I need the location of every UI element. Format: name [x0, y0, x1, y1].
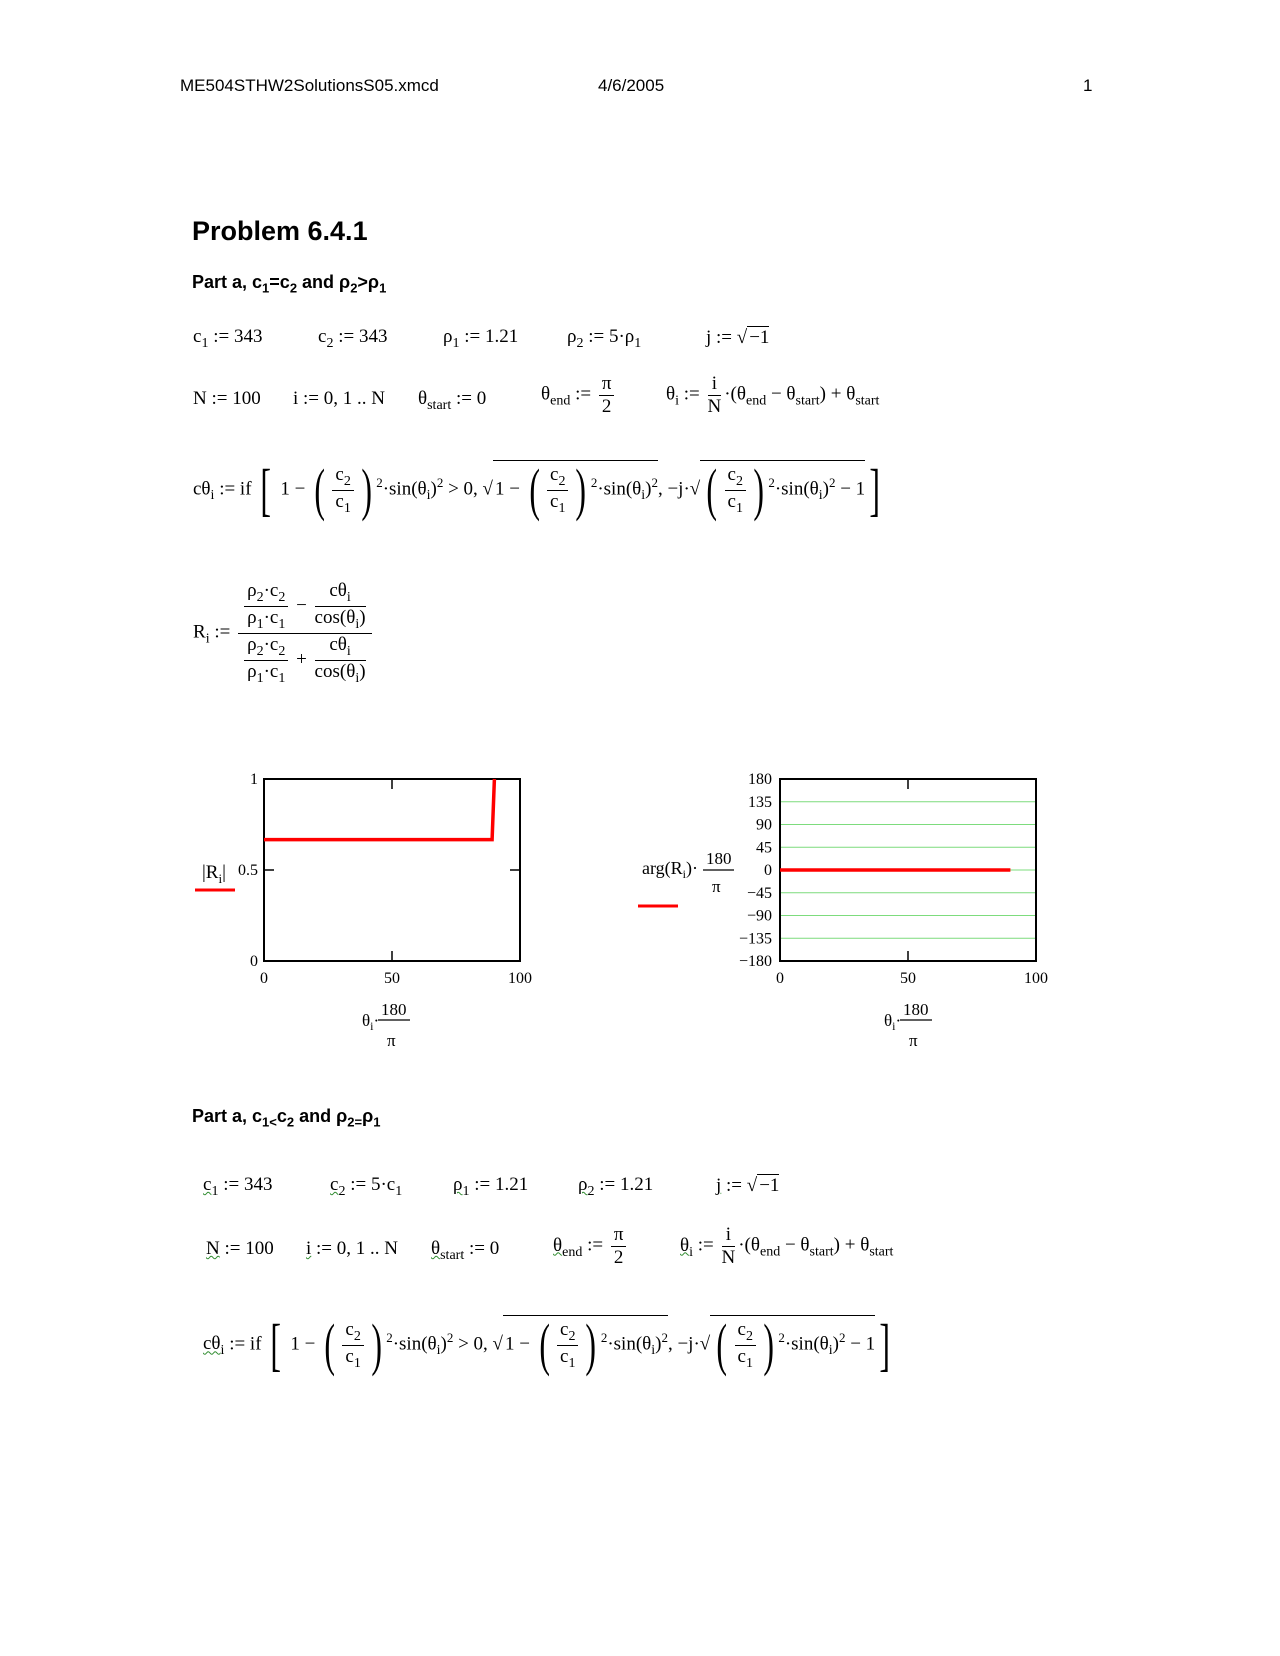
theta-start-redefinition: $\theta_{start}$ := 0 [431, 1238, 500, 1263]
magnitude-series-line [264, 779, 494, 840]
c2-redefinition: $c_2$ := $5\cdot c_1$ [330, 1174, 403, 1199]
c-theta-redefinition: $c\theta_i$ := if [ 1 − ( $\frac{c_2}{c_1}$ ) $^2\cdot\sin(\theta_i)^2 > 0$, √ 1 − ( $\frac{c_2}{c_1}$ ) $^2\cdot\sin(\theta_i)^2$, −j·√ ( $\frac{c_2}{c_1}$ ) $^2\cdot\sin(\theta_i)^2 - 1$] [203, 1312, 891, 1377]
c1-redefinition: $c_1$ := 343 [203, 1174, 273, 1199]
phase-y-tick-label: 135 [748, 793, 772, 811]
magnitude-x-tick-label: 0 [260, 970, 268, 987]
phase-y-tick-label: 180 [748, 771, 772, 788]
magnitude-x-tick-label: 100 [508, 970, 532, 987]
c2-definition: $c_2$ := 343 [318, 326, 388, 351]
N-definition: N := 100 [193, 388, 261, 409]
header-filename: ME504STHW2SolutionsS05.xmcd [180, 76, 439, 95]
rho2-definition: $\rho_2$ := $5\cdot\rho_1$ [567, 326, 642, 351]
phase-y-tick-label: −90 [746, 907, 772, 925]
magnitude-plot [190, 770, 550, 1070]
header-page-number: 1 [1083, 76, 1093, 95]
header-date: 4/6/2005 [598, 76, 665, 95]
phase-plot [630, 770, 1070, 1070]
phase-y-tick-label: −180 [738, 953, 772, 970]
magnitude-y-tick-label: 0.5 [238, 862, 258, 879]
N-redefinition: N := 100 [206, 1238, 274, 1259]
theta-end-redefinition: $\theta_{end}$ := $\frac{\pi}{2}$ [553, 1224, 629, 1269]
phase-y-tick-label: −45 [746, 884, 772, 902]
theta-i-definition: $\theta_i$ := $\frac{i}{N}$ $\cdot(\theta_{end} - \theta_{start}) + \theta_{start}$ [666, 373, 880, 417]
phase-y-label-den: π [712, 877, 721, 896]
part2-heading: Part a, $c_{1<}c_2$ and $\rho_{2=}\rho_1$ [192, 1106, 381, 1130]
phase-y-label: $arg(R_i)\cdot$ [642, 858, 699, 881]
theta-end-definition: $\theta_{end}$ := $\frac{\pi}{2}$ [541, 373, 617, 418]
i-range-redefinition: i := 0, 1 .. N [306, 1238, 399, 1259]
magnitude-x-label-den: π [387, 1031, 396, 1050]
magnitude-x-label-num: 180 [381, 1000, 407, 1019]
phase-y-tick-label: 0 [764, 862, 772, 879]
part1-heading: Part a, $c_1=c_2$ and $\rho_2>\rho_1$ [192, 272, 387, 296]
i-range-definition: i := 0, 1 .. N [293, 388, 386, 409]
phase-x-tick-label: 0 [776, 970, 784, 987]
j-redefinition: j := √ −1 [716, 1175, 780, 1196]
phase-x-label-den: π [909, 1031, 918, 1050]
phase-y-tick-label: −135 [738, 930, 772, 948]
phase-x-tick-label: 50 [900, 970, 916, 987]
theta-start-definition: $\theta_{start}$ := 0 [418, 388, 487, 413]
theta-i-redefinition: $\theta_i$ := $\frac{i}{N}$ $\cdot(\theta_{end} - \theta_{start}) + \theta_{start}$ [680, 1224, 894, 1268]
magnitude-x-tick-label: 50 [384, 970, 400, 987]
phase-x-label-num: 180 [903, 1000, 929, 1019]
j-definition: j := √ −1 [706, 327, 770, 348]
rho1-redefinition: $\rho_1$ := 1.21 [453, 1174, 529, 1199]
phase-x-tick-label: 100 [1024, 970, 1048, 987]
phase-y-tick-label: 90 [756, 816, 772, 834]
magnitude-y-tick-label: 0 [250, 953, 258, 970]
magnitude-plot-frame [264, 779, 520, 961]
problem-title: Problem 6.4.1 [192, 216, 368, 246]
phase-x-label-theta: $\theta_i\cdot$ [884, 1011, 902, 1033]
phase-y-tick-label: 45 [756, 839, 772, 857]
phase-y-label-num: 180 [706, 849, 732, 868]
rho2-redefinition: $\rho_2$ := 1.21 [578, 1174, 654, 1199]
rho1-definition: $\rho_1$ := 1.21 [443, 326, 519, 351]
magnitude-y-label: $|R_i|$ [202, 862, 226, 886]
reflection-coefficient-formula: $R_i$ := $\frac{\rho_2\cdot c_2}{\rho_1\cdot c_1}$ − $\frac{c\theta_i}{\cos(\theta_i)}$ $\frac{\rho_2\cdot c_2}{\rho_1\cdot c_1}$ + $\frac{c\theta_i}{\cos(\theta_i)}$ [193, 580, 375, 687]
magnitude-y-tick-label: 1 [250, 771, 258, 788]
c-theta-formula: $c\theta_i$ := if [ 1 − ( $\frac{c_2}{c_1}$ ) $^2\cdot\sin(\theta_i)^2 > 0$, √ 1 − ( $\frac{c_2}{c_1}$ ) $^2\cdot\sin(\theta_i)^2$, −j·√ ( $\frac{c_2}{c_1}$ ) $^2\cdot\sin(\theta_i)^2 - 1$] [193, 457, 881, 522]
magnitude-x-label-theta: $\theta_i\cdot$ [362, 1011, 380, 1033]
c1-definition: $c_1$ := 343 [193, 326, 263, 351]
